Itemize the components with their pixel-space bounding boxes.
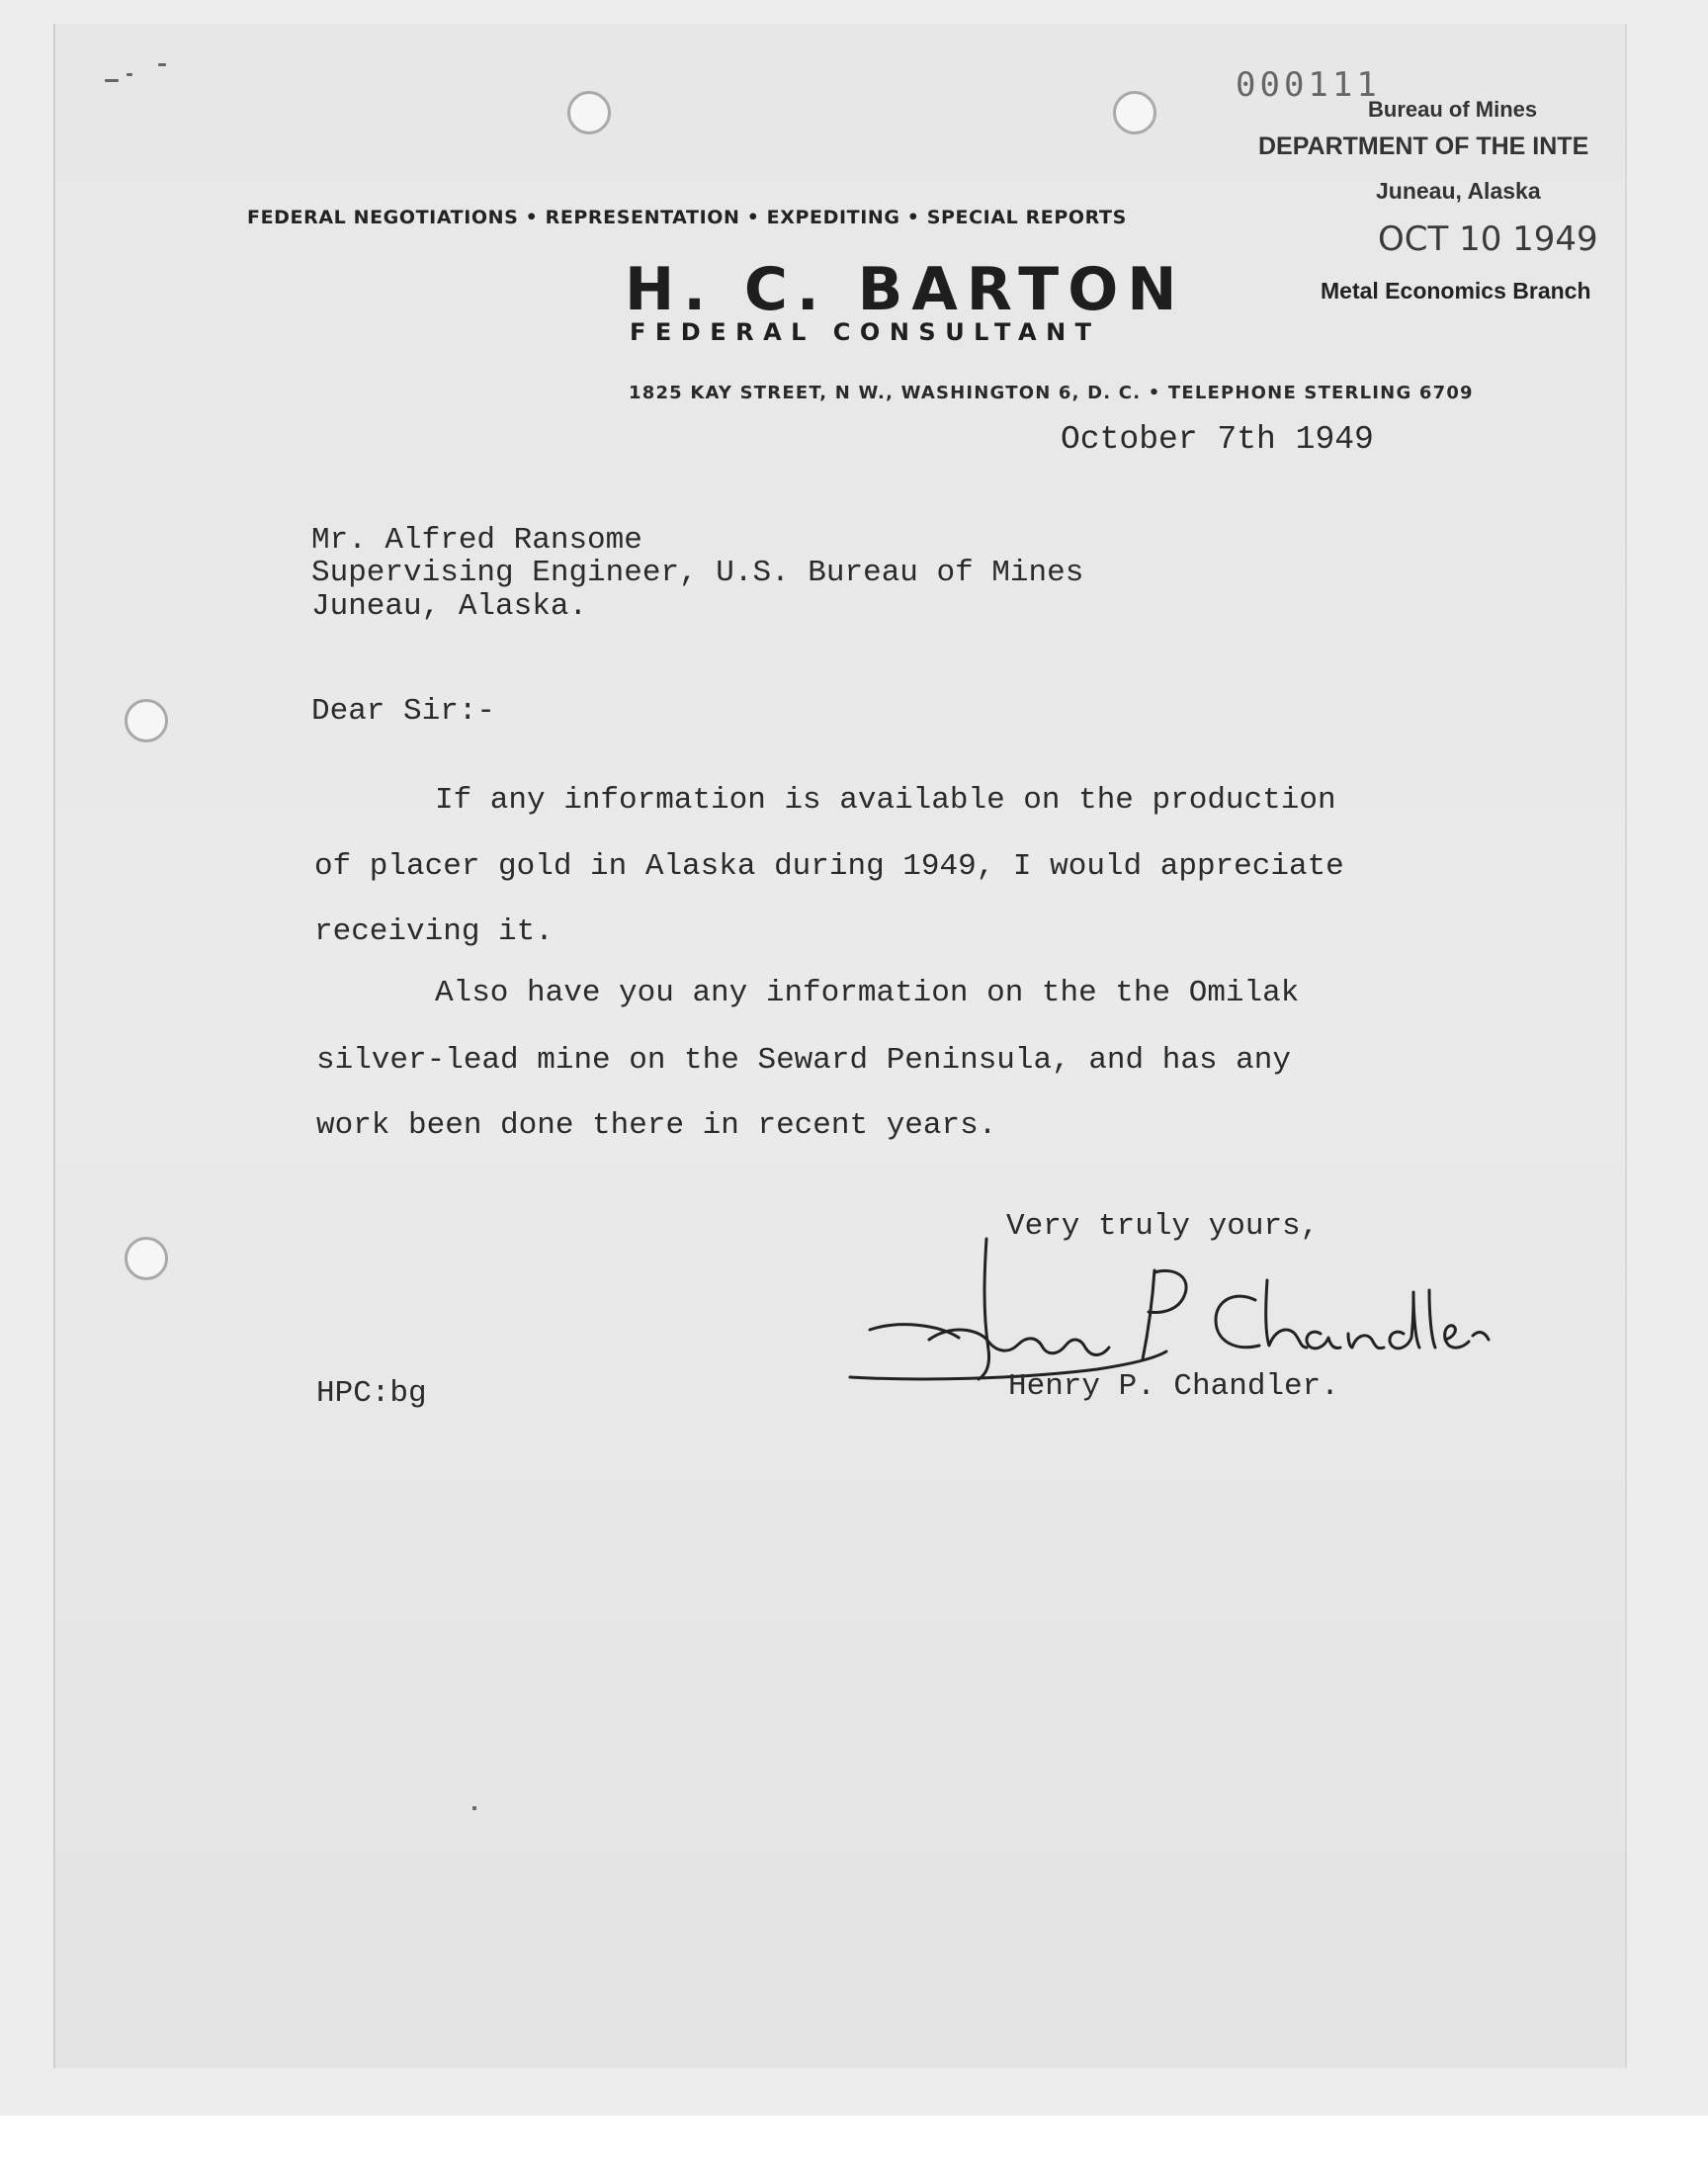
- paragraph-2-line-2: silver-lead mine on the Seward Peninsula, and has any: [316, 1043, 1291, 1078]
- stamp-number: 000111: [1236, 65, 1381, 105]
- letterhead-services: FEDERAL NEGOTIATIONS • REPRESENTATION • EXPEDITING • SPECIAL REPORTS: [247, 207, 1127, 228]
- stamp-date: OCT 10 1949: [1378, 219, 1598, 259]
- paragraph-1-line-1: If any information is available on the production: [435, 783, 1336, 818]
- punch-hole-left-lower: [125, 1237, 168, 1280]
- stamp-location: Juneau, Alaska: [1376, 178, 1541, 204]
- letterhead-name: H. C. BARTON: [625, 255, 1186, 324]
- scan-margin: [0, 2116, 1708, 2175]
- paragraph-1-line-3: receiving it.: [314, 914, 554, 949]
- recipient-location: Juneau, Alaska.: [311, 589, 588, 624]
- recipient-title: Supervising Engineer, U.S. Bureau of Mines: [311, 556, 1084, 590]
- stamp-branch: Metal Economics Branch: [1321, 278, 1591, 304]
- punch-hole-top-right: [1113, 91, 1156, 134]
- punch-hole-top-left: [567, 91, 611, 134]
- scan-speck: [105, 79, 119, 82]
- scan-speck: [158, 63, 166, 66]
- handwritten-signature: [840, 1231, 1493, 1389]
- closing: Very truly yours,: [1006, 1209, 1320, 1244]
- signer-name: Henry P. Chandler.: [1008, 1369, 1339, 1404]
- letterhead-address: 1825 KAY STREET, N W., WASHINGTON 6, D. C. • TELEPHONE STERLING 6709: [629, 383, 1474, 403]
- paragraph-1-line-2: of placer gold in Alaska during 1949, I would appreciate: [314, 849, 1344, 884]
- paragraph-2-line-1: Also have you any information on the the Omilak: [435, 976, 1300, 1010]
- recipient-name: Mr. Alfred Ransome: [311, 523, 642, 558]
- scan-speck: [472, 1806, 476, 1810]
- stamp-bureau: Bureau of Mines: [1368, 97, 1538, 122]
- stamp-department: DEPARTMENT OF THE INTE: [1258, 132, 1589, 160]
- salutation: Dear Sir:-: [311, 694, 496, 729]
- letterhead-subtitle: FEDERAL CONSULTANT: [630, 318, 1101, 346]
- paragraph-2-line-3: work been done there in recent years.: [316, 1108, 997, 1143]
- reference-initials: HPC:bg: [316, 1376, 427, 1411]
- letter-date: October 7th 1949: [1061, 421, 1374, 458]
- scan-speck: [127, 73, 132, 76]
- punch-hole-left-upper: [125, 699, 168, 742]
